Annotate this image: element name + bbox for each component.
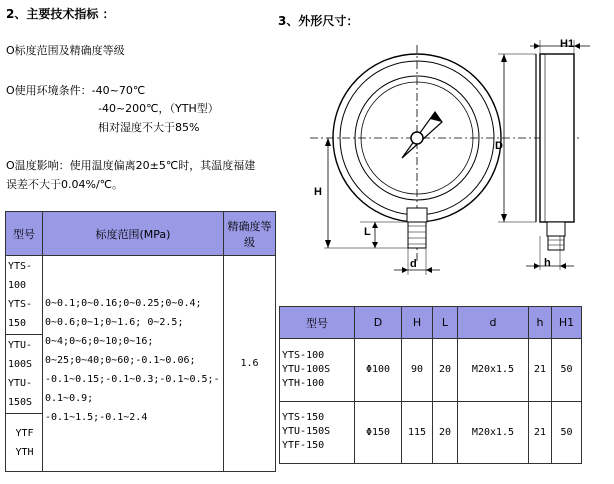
range-line: -0.1~0.15;-0.1~0.3;-0.1~0.5;- xyxy=(45,374,220,385)
dimension-table xyxy=(279,306,582,464)
range-line: 0~0.6;0~1;0~1.6; 0~2.5; xyxy=(45,317,184,328)
dim-row2-H: 115 xyxy=(402,401,433,464)
side-stem-thread xyxy=(548,236,564,250)
dim-row2-models: YTS-150 YTU-150S YTF-150 xyxy=(280,401,355,464)
needle-tip xyxy=(430,112,442,122)
dim-row2-h: 21 xyxy=(529,401,552,464)
spec-model-ytu: YTU- 100S YTU- 150S xyxy=(6,335,43,414)
range-line: 0~4;0~6;0~10;0~16; xyxy=(45,336,154,347)
range-line: 0~25;0~40;0~60;-0.1~0.06; xyxy=(45,355,196,366)
needle-hub xyxy=(411,132,423,144)
table-row xyxy=(280,339,582,402)
dim-label-H: H xyxy=(314,186,322,198)
gauge-outline-drawing xyxy=(290,30,610,280)
dim-row1-H1: 50 xyxy=(552,339,582,402)
dim-header-d: d xyxy=(458,307,529,339)
dim-row1-models: YTS-100 YTU-100S YTH-100 xyxy=(280,339,355,402)
table-row xyxy=(280,401,582,464)
dim-label-L: L xyxy=(364,226,371,238)
dim-header-H: H xyxy=(402,307,433,339)
dim-row1-D: Φ100 xyxy=(355,339,402,402)
side-stem-hex xyxy=(547,222,565,236)
dim-row2-H1: 50 xyxy=(552,401,582,464)
spec-model-ytf-yth: YTF YTH xyxy=(6,414,43,472)
dim-header-h: h xyxy=(529,307,552,339)
spec-range-cell xyxy=(43,256,224,472)
dim-row2-D: Φ150 xyxy=(355,401,402,464)
dim-label-H1: H1 xyxy=(560,38,575,50)
dim-row1-H: 90 xyxy=(402,339,433,402)
dim-row1-L: 20 xyxy=(433,339,458,402)
range-line: 0.1~0.9; xyxy=(45,393,94,404)
env-conditions-yth: -40~200℃，（YTH型） xyxy=(98,102,219,115)
spec-header-accuracy: 精确度等级 xyxy=(224,212,276,256)
dim-label-h: h xyxy=(544,257,551,269)
range-line: 0~0.1;0~0.16;0~0.25;0~0.4; xyxy=(45,298,202,309)
spec-table xyxy=(5,211,276,472)
stem-hex xyxy=(407,208,427,222)
dim-header-D: D xyxy=(355,307,402,339)
dim-label-d: d xyxy=(410,258,417,270)
dim-row1-h: 21 xyxy=(529,339,552,402)
dim-row2-L: 20 xyxy=(433,401,458,464)
env-conditions: O使用环境条件：-40~70℃ xyxy=(6,84,146,97)
range-line: -0.1~1.5;-0.1~2.4 xyxy=(45,412,148,423)
spec-accuracy-value: 1.6 xyxy=(224,256,276,472)
temperature-effect-line2: 误差不大于0.04%/℃。 xyxy=(6,178,124,191)
range-accuracy-item: O标度范围及精确度等级 xyxy=(6,44,125,57)
dim-row1-d: M20x1.5 xyxy=(458,339,529,402)
section3-heading: 3、外形尺寸： xyxy=(278,14,359,28)
dim-header-model: 型号 xyxy=(280,307,355,339)
spec-model-yts: YTS- 100 YTS- 150 xyxy=(6,256,43,335)
section2-heading: 2、主要技术指标 ： xyxy=(6,7,115,21)
dim-header-L: L xyxy=(433,307,458,339)
temperature-effect-line1: O温度影响：使用温度偏离20±5℃时，其温度福建 xyxy=(6,159,256,172)
spec-header-range: 标度范围(MPa) xyxy=(43,212,224,256)
dim-header-H1: H1 xyxy=(552,307,582,339)
env-humidity: 相对湿度不大于85% xyxy=(98,121,200,134)
spec-header-model: 型号 xyxy=(6,212,43,256)
dim-label-D: D xyxy=(495,140,503,152)
dim-row2-d: M20x1.5 xyxy=(458,401,529,464)
